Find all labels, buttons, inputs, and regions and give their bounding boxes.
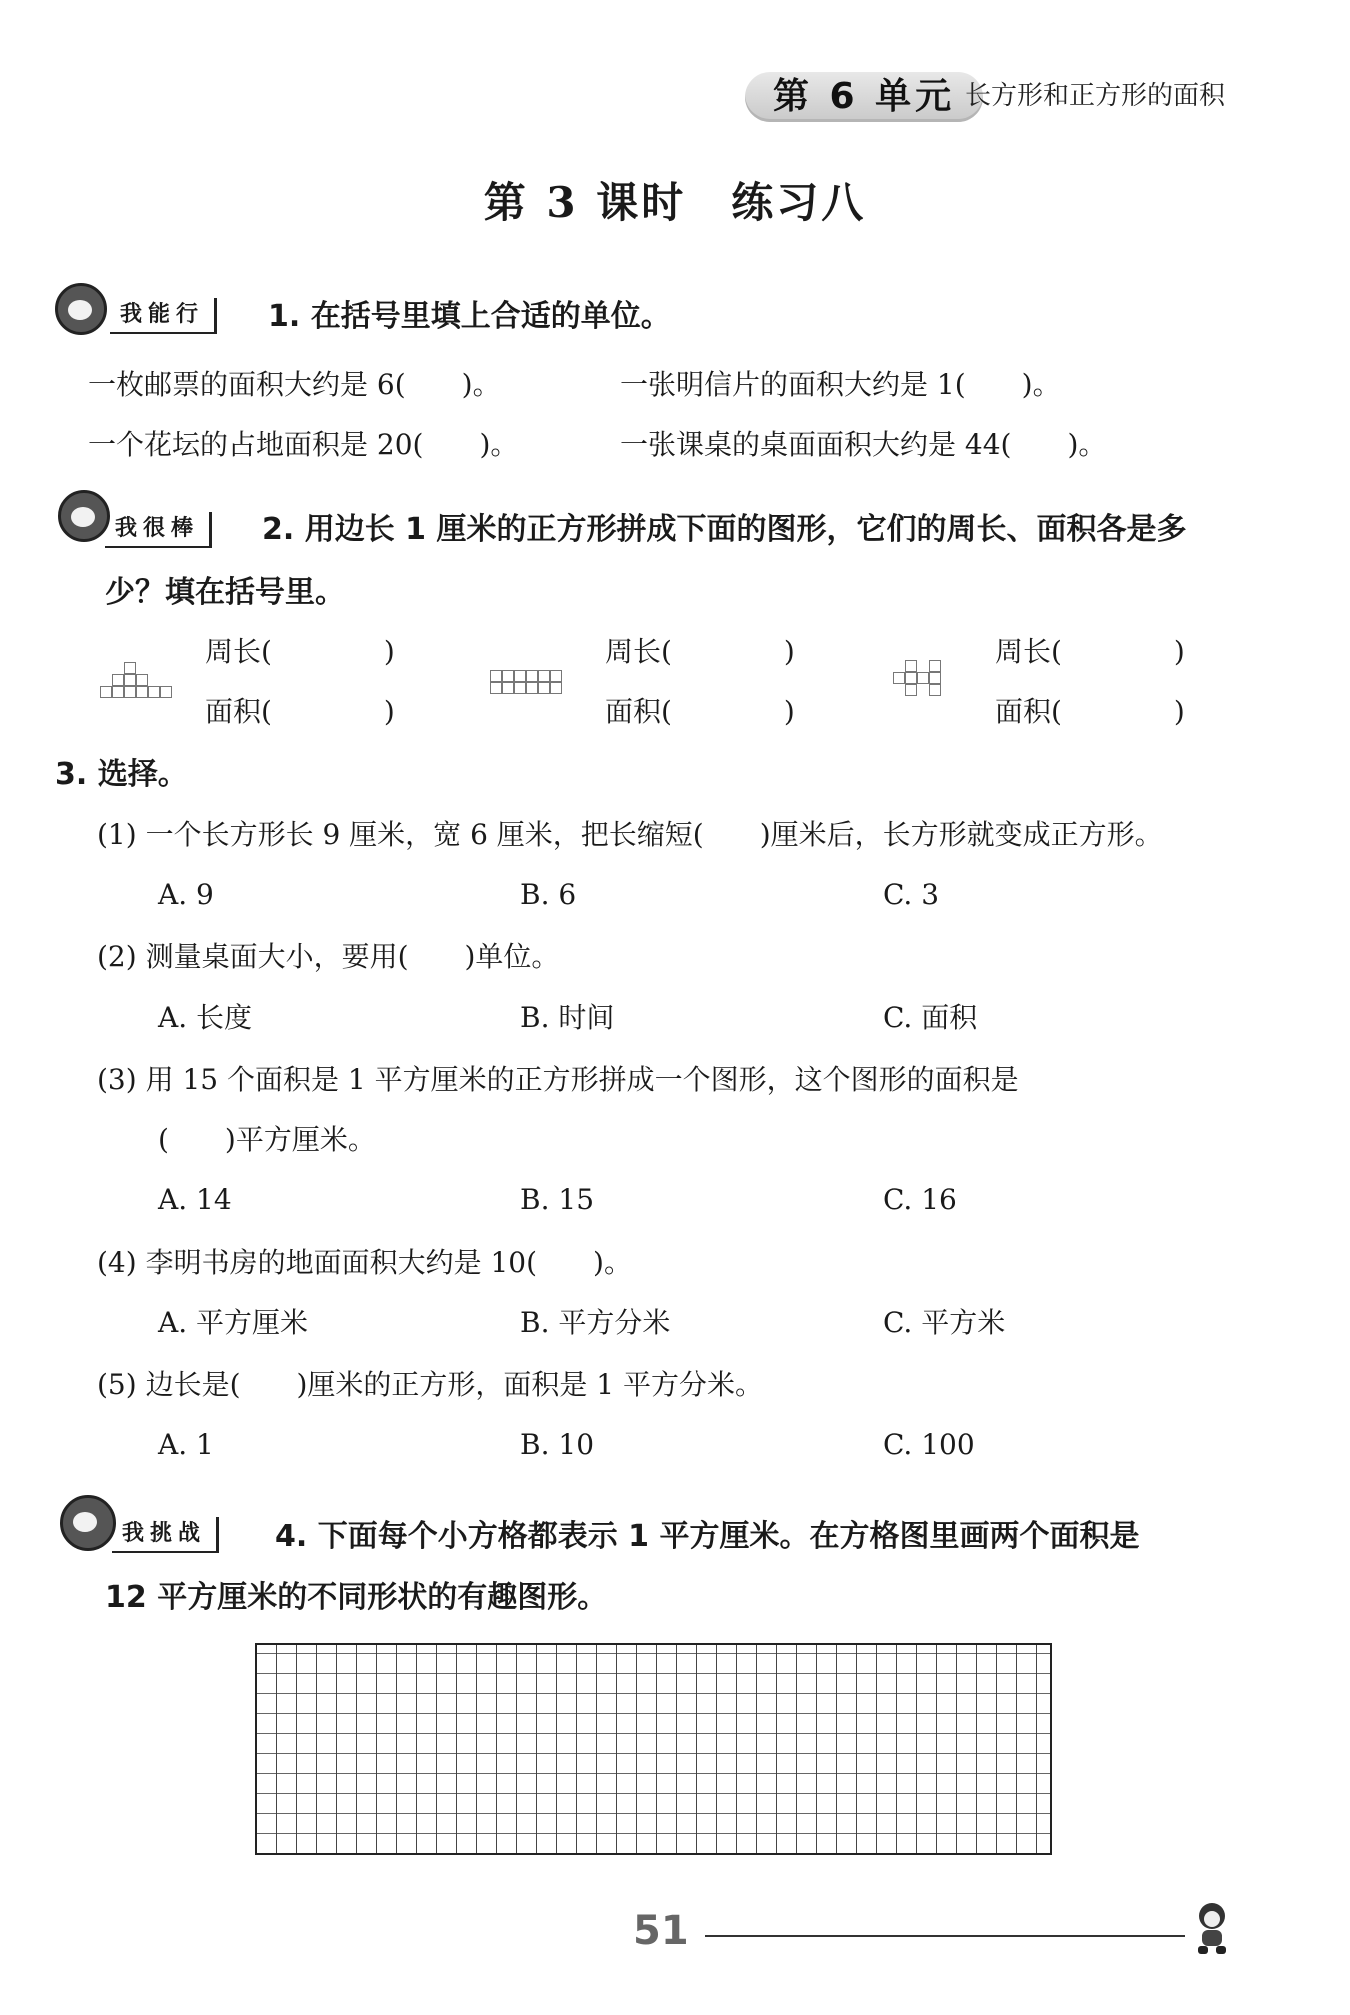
boy-mascot-icon [1190, 1900, 1236, 1956]
girl-mascot-icon [58, 490, 110, 542]
q3-1-option-b: B. 6 [520, 878, 577, 911]
shape2-area: 面积( ) [605, 695, 795, 728]
q3-3-stem-cont: ( )平方厘米。 [158, 1123, 376, 1156]
q3-4-option-a: A. 平方厘米 [158, 1306, 309, 1339]
q1-item-1: 一枚邮票的面积大约是 6( )。 [88, 368, 501, 401]
q3-3-option-a: A. 14 [158, 1183, 232, 1216]
unit-badge: 第 6 单元 [745, 72, 983, 122]
shape1-perimeter: 周长( ) [205, 635, 395, 668]
q3-5-option-b: B. 10 [520, 1428, 595, 1461]
shape2-perimeter: 周长( ) [605, 635, 795, 668]
q3-3-stem: (3) 用 15 个面积是 1 平方厘米的正方形拼成一个图形，这个图形的面积是 [97, 1063, 1019, 1096]
q2-prompt-line1: 2. 用边长 1 厘米的正方形拼成下面的图形，它们的周长、面积各是多 [262, 512, 1187, 547]
q3-1-stem: (1) 一个长方形长 9 厘米，宽 6 厘米，把长缩短( )厘米后，长方形就变成正方形。 [97, 818, 1163, 851]
girl-mascot-icon [55, 283, 107, 335]
q4-prompt-line1: 4. 下面每个小方格都表示 1 平方厘米。在方格图里画两个面积是 [275, 1519, 1140, 1554]
q4-prompt-line2: 12 平方厘米的不同形状的有趣图形。 [105, 1580, 608, 1615]
q1-item-3: 一个花坛的占地面积是 20( )。 [88, 428, 519, 461]
q3-2-stem: (2) 测量桌面大小，要用( )单位。 [97, 940, 560, 973]
drawing-grid[interactable] [255, 1643, 1052, 1855]
q3-2-option-a: A. 长度 [158, 1001, 253, 1034]
q1-item-2: 一张明信片的面积大约是 1( )。 [620, 368, 1061, 401]
shape3-perimeter: 周长( ) [995, 635, 1185, 668]
shape-figure-3 [893, 660, 953, 704]
q3-1-option-c: C. 3 [883, 878, 940, 911]
shape-figure-1 [100, 662, 172, 704]
shape-figure-2 [490, 670, 562, 694]
kids-mascot-icon [60, 1495, 116, 1551]
page-number: 51 [633, 1908, 689, 1954]
q3-3-option-c: C. 16 [883, 1183, 957, 1216]
shape1-area: 面积( ) [205, 695, 395, 728]
unit-title: 长方形和正方形的面积 [965, 81, 1226, 111]
footer-rule [705, 1935, 1185, 1937]
q3-3-option-b: B. 15 [520, 1183, 595, 1216]
q3-1-option-a: A. 9 [158, 878, 214, 911]
q3-4-option-b: B. 平方分米 [520, 1306, 671, 1339]
q3-4-option-c: C. 平方米 [883, 1306, 1006, 1339]
q3-5-option-a: A. 1 [158, 1428, 214, 1461]
q3-prompt: 3. 选择。 [55, 757, 188, 792]
q3-5-option-c: C. 100 [883, 1428, 975, 1461]
q3-2-option-b: B. 时间 [520, 1001, 615, 1034]
shape3-area: 面积( ) [995, 695, 1185, 728]
q3-4-stem: (4) 李明书房的地面面积大约是 10( )。 [97, 1246, 632, 1279]
lesson-title: 第 3 课时 练习八 [483, 178, 867, 227]
q1-prompt: 1. 在括号里填上合适的单位。 [268, 299, 671, 334]
q2-prompt-line2: 少？填在括号里。 [105, 575, 345, 610]
section-tag-3: 我挑战 [112, 1517, 219, 1553]
q3-2-option-c: C. 面积 [883, 1001, 978, 1034]
q3-5-stem: (5) 边长是( )厘米的正方形，面积是 1 平方分米。 [97, 1368, 764, 1401]
section-tag-2: 我很棒 [105, 512, 212, 548]
section-tag-1: 我能行 [110, 298, 217, 334]
q1-item-4: 一张课桌的桌面面积大约是 44( )。 [620, 428, 1107, 461]
